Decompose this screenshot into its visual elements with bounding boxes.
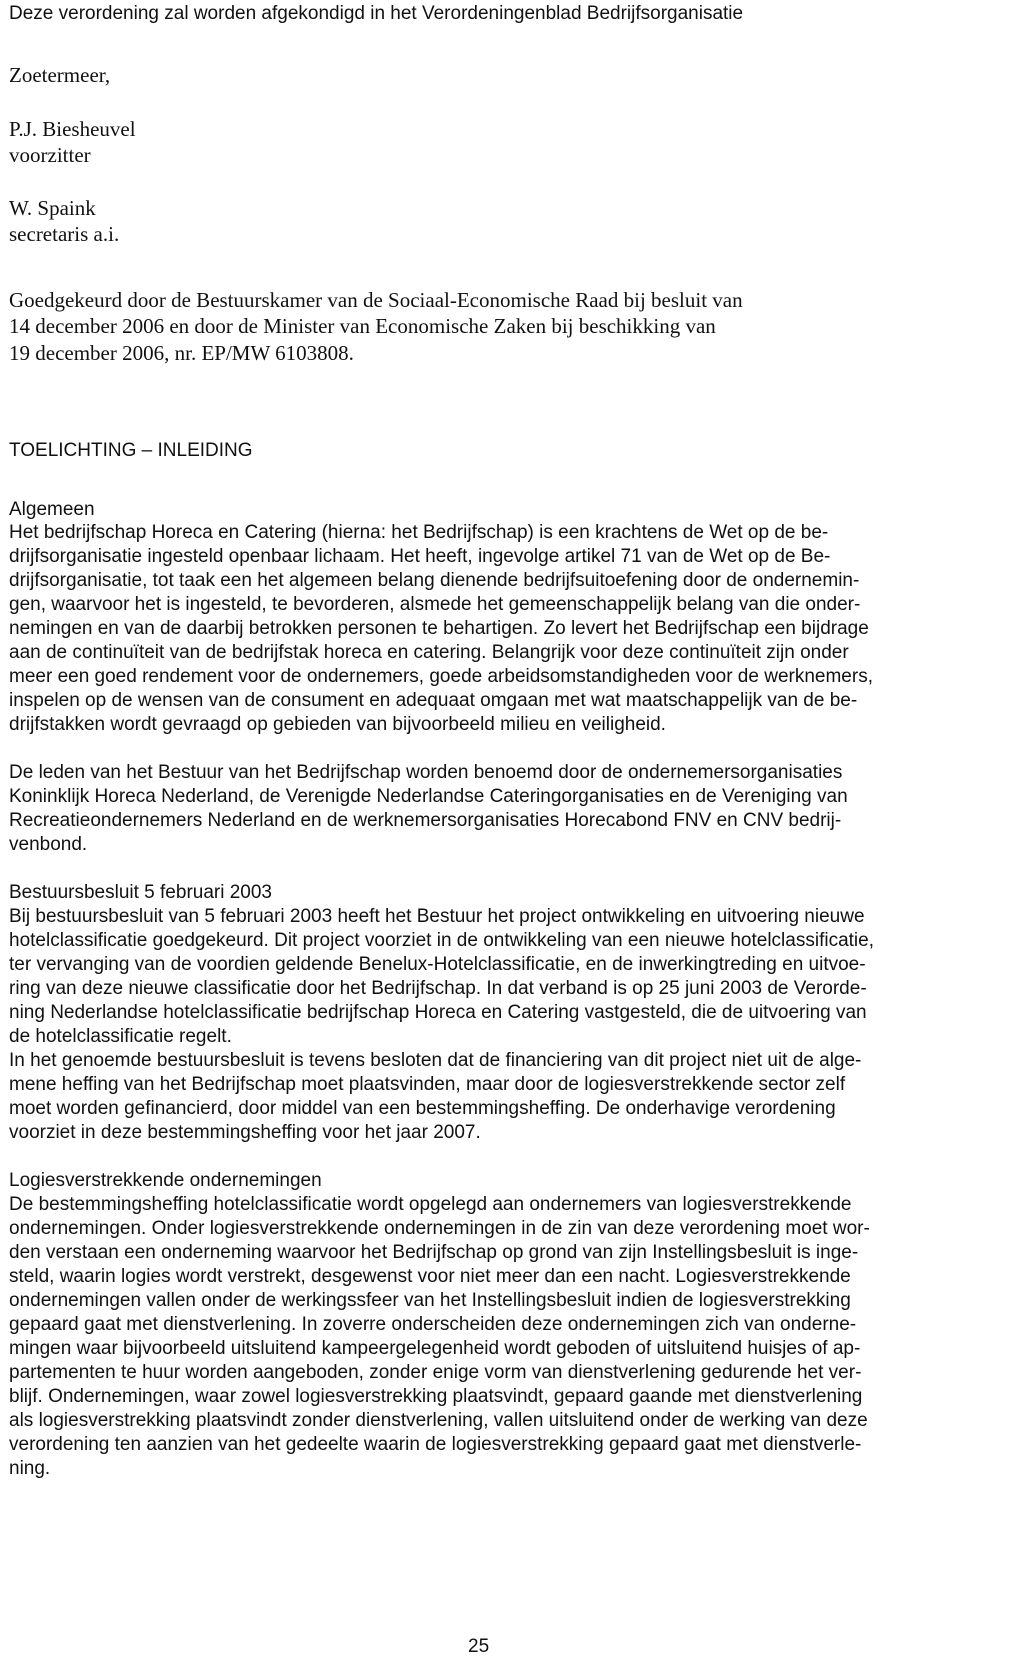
secretary-name: W. Spaink (9, 196, 96, 220)
approval-line: 19 december 2006, nr. EP/MW 6103808. (9, 341, 354, 365)
paragraph-line: ter vervanging van de voordien geldende Benelux-Hotelclassificatie, en de inwerkingtreding en uitvoe- (9, 954, 866, 975)
paragraph-line: venbond. (9, 834, 88, 855)
paragraph-line: In het genoemde bestuursbesluit is tevens besloten dat de financiering van dit project niet uit de alge- (9, 1050, 862, 1071)
secretary-title: secretaris a.i. (9, 222, 120, 246)
approval-line: 14 december 2006 en door de Minister van Economische Zaken bij beschikking van (9, 314, 716, 338)
paragraph-line: De leden van het Bestuur van het Bedrijfschap worden benoemd door de ondernemersorganisaties (9, 762, 843, 783)
paragraph-line: nemingen en van de daarbij betrokken personen te behartigen. Zo levert het Bedrijfschap een bijdrage (9, 618, 869, 639)
paragraph-line: steld, waarin logies wordt verstrekt, desgewenst voor niet meer dan een nacht. Logiesverstrekkende (9, 1266, 851, 1287)
section-heading: TOELICHTING – INLEIDING (9, 440, 253, 461)
paragraph-line: voorziet in deze bestemmingsheffing voor het jaar 2007. (9, 1122, 481, 1143)
paragraph-line: meer een goed rendement voor de ondernemers, goede arbeidsomstandigheden voor de werknemers, (9, 666, 873, 687)
paragraph-line: ondernemingen vallen onder de werkingssfeer van het Instellingsbesluit indien de logiesverstrekking (9, 1290, 851, 1311)
signature-place: Zoetermeer, (9, 63, 111, 87)
chair-name: P.J. Biesheuvel (9, 117, 136, 141)
chair-title: voorzitter (9, 143, 91, 167)
paragraph-line: aan de continuïteit van de bedrijfstak horeca en catering. Belangrijk voor deze continuïteit zijn onder (9, 642, 849, 663)
paragraph-line: gepaard gaat met dienstverlening. In zoverre onderscheiden deze ondernemingen zich van onderne- (9, 1314, 857, 1335)
paragraph-line: inspelen op de wensen van de consument en adequaat omgaan met wat maatschappelijk van de be- (9, 690, 858, 711)
page-number: 25 (468, 1636, 490, 1657)
paragraph-line: drijfsorganisatie, tot taak een het algemeen belang dienende bedrijfsuitoefening door de ondernemin- (9, 570, 860, 591)
paragraph-line: moet worden gefinancierd, door middel van een bestemmingsheffing. De onderhavige verordening (9, 1098, 836, 1119)
paragraph-line: Bij bestuursbesluit van 5 februari 2003 heeft het Bestuur het project ontwikkeling en uitvoering nieuwe (9, 906, 865, 927)
subsection-title: Logiesverstrekkende ondernemingen (9, 1170, 322, 1191)
paragraph-line: partementen te huur worden aangeboden, zonder enige vorm van dienstverlening gedurende het ver- (9, 1362, 862, 1383)
paragraph-line: Het bedrijfschap Horeca en Catering (hierna: het Bedrijfschap) is een krachtens de Wet op de be- (9, 522, 829, 543)
paragraph-line: verordening ten aanzien van het gedeelte waarin de logiesverstrekking gepaard gaat met dienstverle- (9, 1434, 862, 1455)
paragraph-line: ning. (9, 1458, 51, 1479)
paragraph-line: als logiesverstrekking plaatsvindt zonder dienstverlening, vallen uitsluitend onder de werking van deze (9, 1410, 868, 1431)
paragraph-line: den verstaan een onderneming waarvoor het Bedrijfschap op grond van zijn Instellingsbesluit is inge- (9, 1242, 859, 1263)
paragraph-line: blijf. Ondernemingen, waar zowel logiesverstrekking plaatsvindt, gepaard gaande met dienstverlening (9, 1386, 863, 1407)
paragraph-line: drijfsorganisatie ingesteld openbaar lichaam. Het heeft, ingevolge artikel 71 van de Wet op de Be- (9, 546, 831, 567)
subsection-title: Algemeen (9, 499, 95, 520)
paragraph-line: ring van deze nieuwe classificatie door het Bedrijfschap. In dat verband is op 25 juni 2003 de Verorde- (9, 978, 867, 999)
paragraph-line: de hotelclassificatie regelt. (9, 1026, 232, 1047)
approval-line: Goedgekeurd door de Bestuurskamer van de Sociaal-Economische Raad bij besluit van (9, 288, 743, 312)
paragraph-line: ning Nederlandse hotelclassificatie bedrijfschap Horeca en Catering vastgesteld, die de uitvoering van (9, 1002, 867, 1023)
paragraph-line: Koninklijk Horeca Nederland, de Verenigde Nederlandse Cateringorganisaties en de Vereniging van (9, 786, 848, 807)
subsection-title: Bestuursbesluit 5 februari 2003 (9, 882, 272, 903)
paragraph-line: ondernemingen. Onder logiesverstrekkende ondernemingen in de zin van deze verordening moet wor- (9, 1218, 870, 1239)
paragraph-line: drijfstakken wordt gevraagd op gebieden van bijvoorbeeld milieu en veiligheid. (9, 714, 666, 735)
paragraph-line: mene heffing van het Bedrijfschap moet plaatsvinden, maar door de logiesverstrekkende sector zelf (9, 1074, 846, 1095)
paragraph-line: hotelclassificatie goedgekeurd. Dit project voorziet in de ontwikkeling van een nieuwe hotelclassificatie, (9, 930, 874, 951)
paragraph-line: De bestemmingsheffing hotelclassificatie wordt opgelegd aan ondernemers van logiesverstrekkende (9, 1194, 852, 1215)
paragraph-line: gen, waarvoor het is ingesteld, te bevorderen, alsmede het gemeenschappelijk belang van die onder- (9, 594, 861, 615)
announcement-text: Deze verordening zal worden afgekondigd in het Verordeningenblad Bedrijfsorganisatie (9, 3, 744, 24)
paragraph-line: mingen waar bijvoorbeeld uitsluitend kampeergelegenheid wordt geboden of uitsluitend huisjes of ap- (9, 1338, 861, 1359)
paragraph-line: Recreatieondernemers Nederland en de werknemersorganisaties Horecabond FNV en CNV bedrij- (9, 810, 842, 831)
